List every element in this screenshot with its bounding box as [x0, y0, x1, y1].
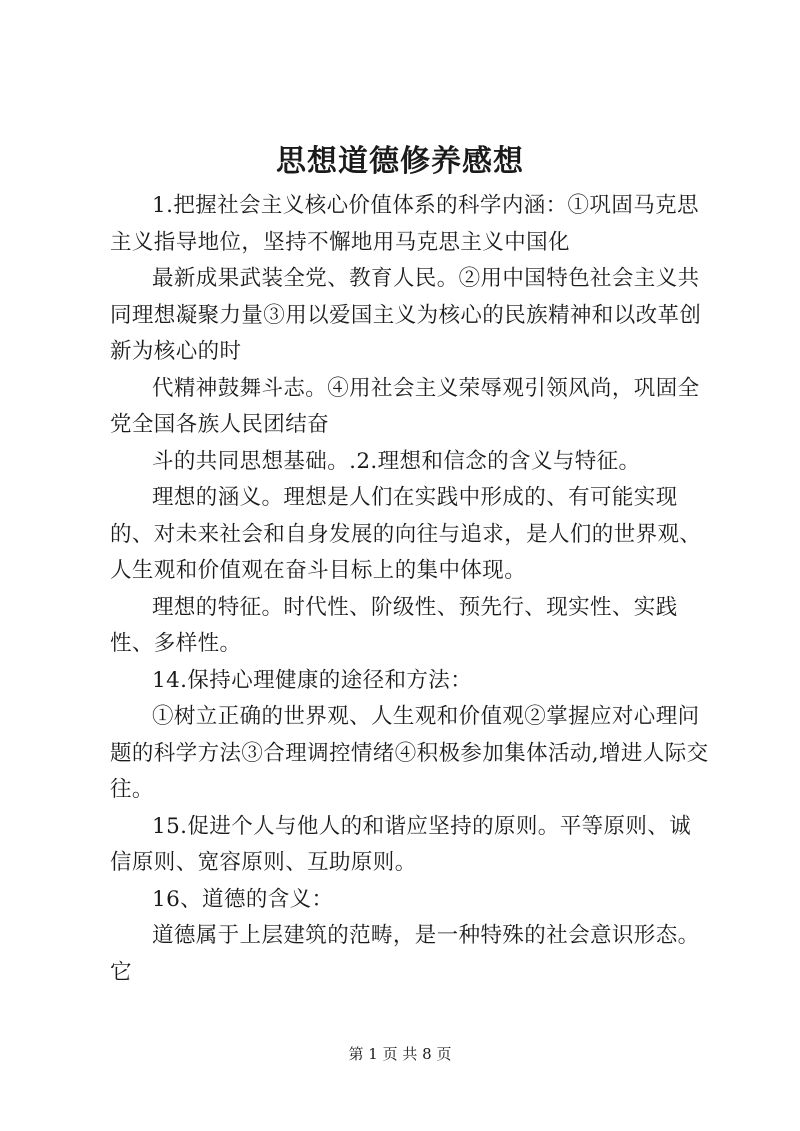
paragraph-5: 理想的涵义。理想是人们在实践中形成的、有可能实现的、对未来社会和自身发展的向往与追求，是人们的世界观、人生观和价值观在奋斗目标上的集中体现。 — [110, 485, 702, 583]
paragraph-8: ①树立正确的世界观、人生观和价值观②掌握应对心理问题的科学方法③合理调控情绪④积极参加集体活动,增进人际交往。 — [110, 704, 709, 802]
document-title: 思想道德修养感想 — [276, 144, 524, 179]
paragraph-9: 15.促进个人与他人的和谐应坚持的原则。平等原则、诚信原则、宽容原则、互助原则。 — [110, 813, 692, 875]
paragraph-10: 16、道德的含义： — [152, 886, 334, 912]
paragraph-3: 代精神鼓舞斗志。④用社会主义荣辱观引领风尚，巩固全党全国各族人民团结奋 — [110, 375, 700, 437]
paragraph-1: 1.把握社会主义核心价值体系的科学内涵：①巩固马克思主义指导地位，坚持不懈地用马克思主义中国化 — [110, 193, 699, 255]
paragraph-2: 最新成果武装全党、教育人民。②用中国特色社会主义共同理想凝聚力量③用以爱国主义为核心的民族精神和以改革创新为核心的时 — [110, 266, 702, 364]
document-body — [110, 188, 710, 991]
paragraph-6: 理想的特征。时代性、阶级性、预先行、现实性、实践性、多样性。 — [110, 594, 678, 656]
page-footer: 第 1 页 共 8 页 — [348, 1045, 452, 1063]
paragraph-11: 道德属于上层建筑的范畴，是一种特殊的社会意识形态。它 — [110, 923, 700, 985]
paragraph-7: 14.保持心理健康的途径和方法： — [152, 667, 473, 693]
paragraph-4: 斗的共同思想基础。.2.理想和信念的含义与特征。 — [152, 448, 641, 474]
